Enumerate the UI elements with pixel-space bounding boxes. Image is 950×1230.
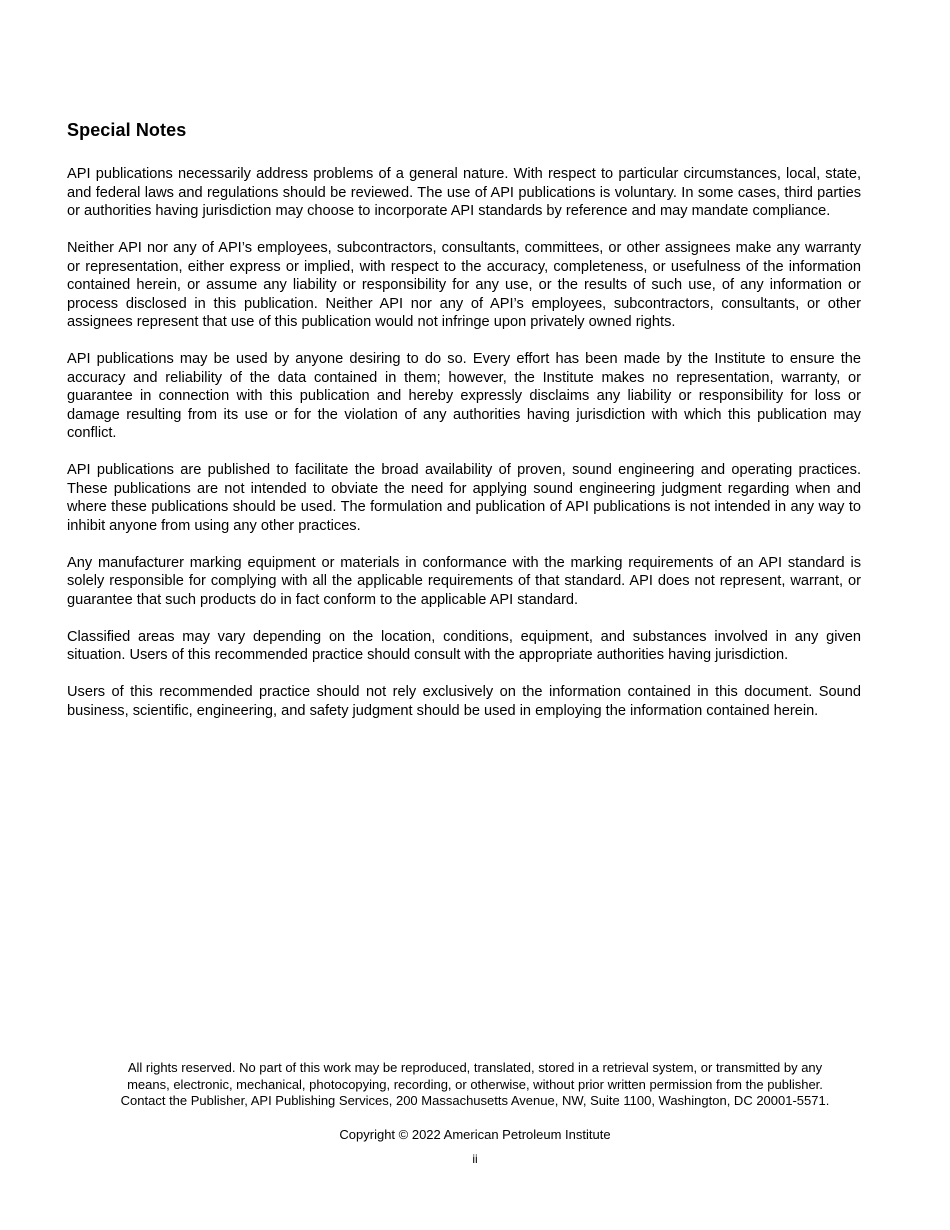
paragraph-user-judgment: Users of this recommended practice should not rely exclusively on the information contained in this document. Sound business, scientific, engineering, and safety judgment should be used in employing the information contained herein. <box>67 684 861 719</box>
special-notes-body <box>67 165 861 739</box>
rights-line: Contact the Publisher, API Publishing Services, 200 Massachusetts Avenue, NW, Suite 1100, Washington, DC 20001-5571. <box>120 1093 830 1108</box>
paragraph-warranty-disclaimer: Neither API nor any of API’s employees, subcontractors, consultants, committees, or other assignees make any warranty or representation, either express or implied, with respect to the accuracy, completeness, or usefulness of the information contained herein, or assume any liability or responsibility for any use, or the results of such use, of any information or process disclosed in this publication. Neither API nor any of API’s employees, subcontractors, consultants, or other assignees represent that use of this publication would not infringe upon privately owned rights. <box>67 240 861 330</box>
rights-notice <box>0 1060 950 1110</box>
section-heading: Special Notes <box>67 120 187 140</box>
paragraph-general-nature: API publications necessarily address problems of a general nature. With respect to particular circumstances, local, state, and federal laws and regulations should be reviewed. The use of API publications is voluntary. In some cases, third parties or authorities having jurisdiction may choose to incorporate API standards by reference and may mandate compliance. <box>67 166 861 219</box>
paragraph-classified-areas: Classified areas may vary depending on the location, conditions, equipment, and substances involved in any given situation. Users of this recommended practice should consult with the appropriate authorities having jurisdiction. <box>67 628 861 663</box>
rights-line: All rights reserved. No part of this work may be reproduced, translated, stored in a retrieval system, or transmitted by any <box>127 1060 823 1075</box>
rights-line: means, electronic, mechanical, photocopying, recording, or otherwise, without prior written permission from the publisher. <box>127 1076 823 1092</box>
paragraph-engineering-practices: API publications are published to facilitate the broad availability of proven, sound engineering and operating practices. These publications are not intended to obviate the need for applying sound engineering judgment regarding when and where these publications should be used. The formulation and publication of API publications is not intended in any way to inhibit anyone from using any other practices. <box>67 462 861 534</box>
paragraph-manufacturer-marking: Any manufacturer marking equipment or materials in conformance with the marking requirements of an API standard is solely responsible for complying with all the applicable requirements of that standard. API does not represent, warrant, or guarantee that such products do in fact conform to the applicable API standard. <box>67 554 861 608</box>
copyright-notice: Copyright © 2022 American Petroleum Institute <box>339 1127 611 1142</box>
page-number: ii <box>472 1152 478 1166</box>
paragraph-usage-liability: API publications may be used by anyone desiring to do so. Every effort has been made by the Institute to ensure the accuracy and reliability of the data contained in them; however, the Institute makes no representation, warranty, or guarantee in connection with this publication and hereby expressly disclaims any liability or responsibility for loss or damage resulting from its use or for the violation of any authorities having jurisdiction with which this publication may conflict. <box>67 351 861 441</box>
